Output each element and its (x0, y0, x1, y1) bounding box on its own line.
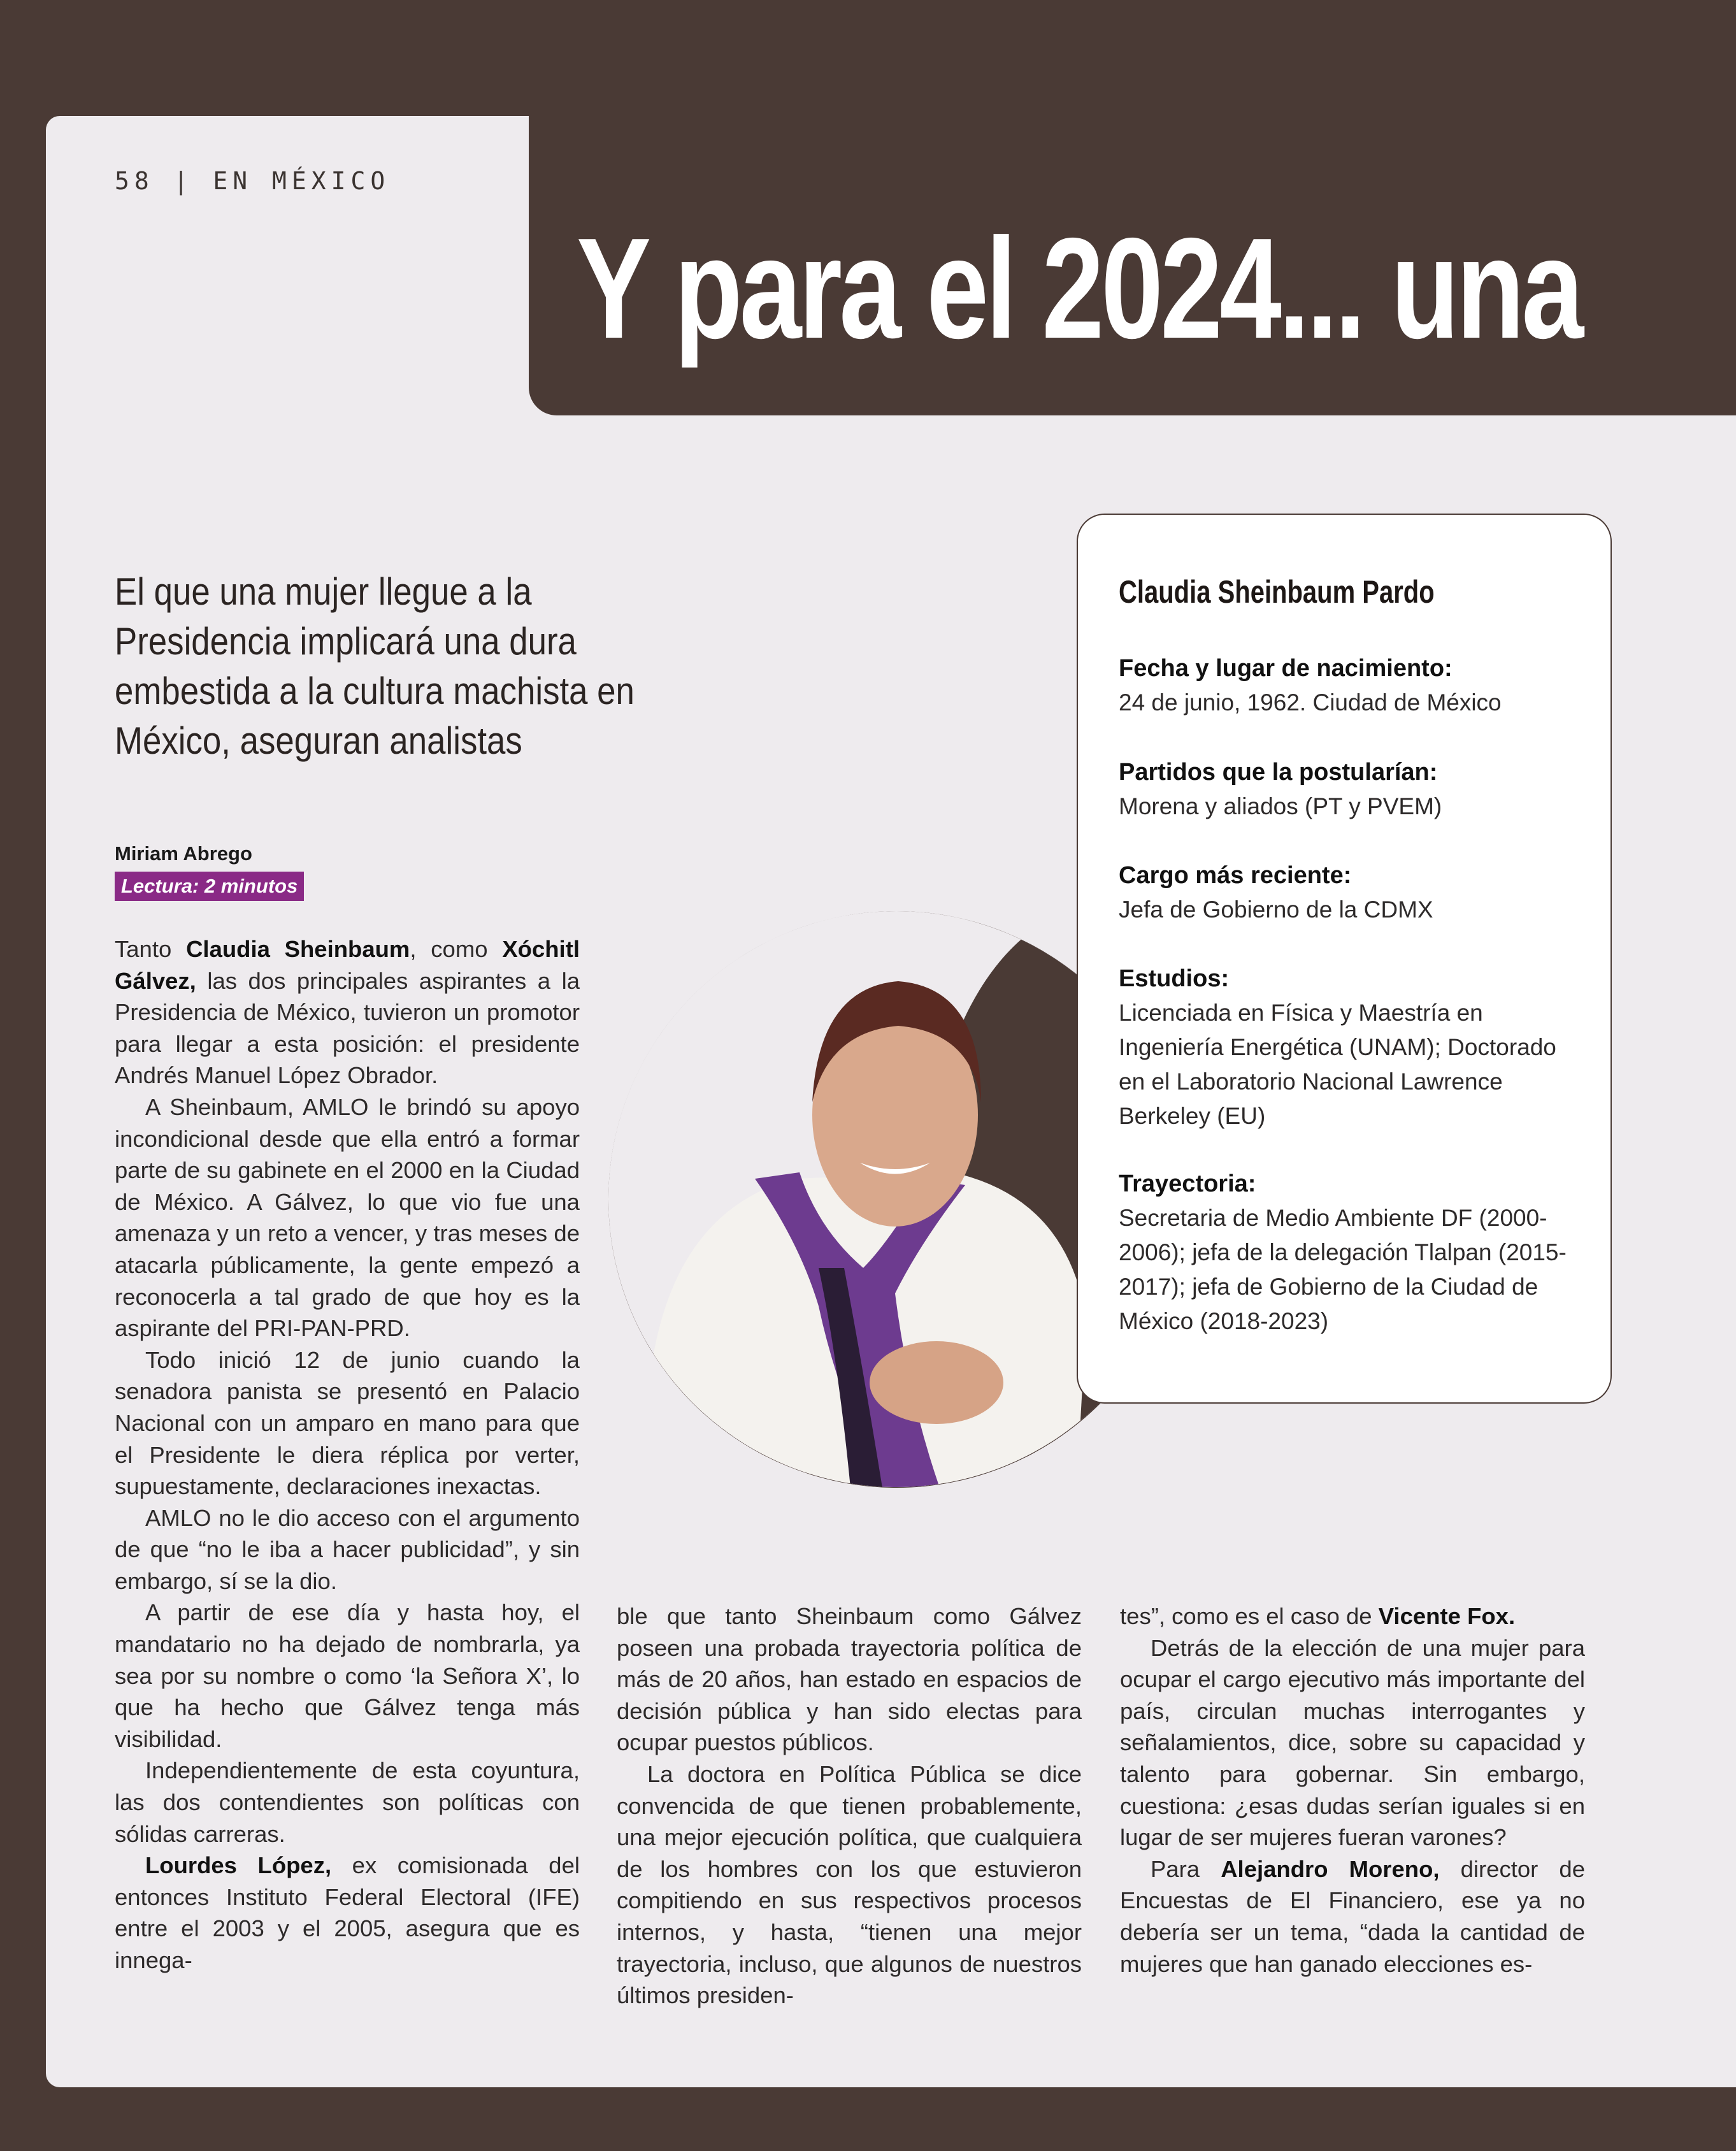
fact-birth (1119, 651, 1590, 720)
fact-studies (1119, 961, 1577, 1133)
page-folio: 58 | EN MÉXICO (115, 167, 391, 195)
profile-name: Claudia Sheinbaum Pardo (1119, 574, 1435, 610)
headline: Y para el 2024... una (577, 208, 1581, 368)
fact-value: Jefa de Gobierno de la CDMX (1119, 896, 1433, 923)
deck: El que una mujer llegue a la Presidencia implicará una dura embestida a la cultura machista en México, aseguran analistas (115, 570, 635, 762)
fact-label: Estudios: (1119, 965, 1230, 992)
fact-label: Partidos que la postularían: (1119, 759, 1438, 786)
paragraph: La doctora en Política Pública se dice convencida de que tienen probablemente, una mejor ejecución política, que cualquiera de los hombres con los que estuvieron compitiendo en sus respectivos procesos internos, y hasta, “tienen una mejor trayectoria, incluso, que algunos de nuestros últimos presiden- (617, 1760, 1082, 2009)
paragraph: A Sheinbaum, AMLO le brindó su apoyo incondicional desde que ella entró a formar parte de su gabinete en el 2000 en la Ciudad de México. A Gálvez, lo que vio fue una amenaza y un reto a vencer, y tras meses de atacarla públicamente, la gente empezó a reconocerla a tal grado de que hoy es la aspirante del PRI-PAN-PRD. (115, 1093, 580, 1342)
paragraph: Lourdes López, ex comisionada del entonces Instituto Federal Electoral (IFE) entre el 2003 y el 2005, asegura que es innega- (115, 1852, 580, 1973)
fact-recent-post (1119, 858, 1590, 927)
paragraph: Detrás de la elección de una mujer para ocupar el cargo ejecutivo más importante del país, circulan muchas interrogantes y señalamientos, dice, sobre su capacidad y talento para gobernar. Sin embargo, cuestiona: ¿esas dudas serían iguales si en lugar de ser mujeres fueran varones? (1120, 1634, 1585, 1851)
body-column-1 (115, 933, 580, 1976)
paragraph: A partir de ese día y hasta hoy, el mandatario no ha dejado de nombrarla, ya sea por su nombre o como ‘la Señora X’, lo que ha hecho que Gálvez tenga más visibilidad. (115, 1599, 580, 1752)
author-byline: Miriam Abrego (115, 842, 252, 865)
reading-time-badge: Lectura: 2 minutos (115, 872, 304, 901)
body-column-3 (1120, 1601, 1585, 1980)
paragraph: tes”, como es el caso de Vicente Fox. (1120, 1603, 1516, 1629)
body-column-2 (617, 1601, 1082, 2011)
paragraph: ble que tanto Sheinbaum como Gálvez poseen una probada trayectoria política de más de 20 años, han estado en espacios de decisión pública y han sido electas para ocupar puestos públicos. (617, 1603, 1082, 1756)
fact-career (1119, 1167, 1577, 1339)
fact-value: Morena y aliados (PT y PVEM) (1119, 793, 1442, 819)
fact-label: Fecha y lugar de nacimiento: (1119, 655, 1453, 682)
fact-value: Licenciada en Física y Maestría en Ingeniería Energética (UNAM); Doctorado en el Laboratorio Nacional Lawrence Berkeley (EU) (1119, 1000, 1556, 1129)
paragraph: Para Alejandro Moreno, director de Encuestas de El Financiero, ese ya no debería ser un tema, “dada la cantidad de mujeres que han ganado elecciones es- (1120, 1855, 1585, 1977)
paragraph: AMLO no le dio acceso con el argumento de que “no le iba a hacer publicidad”, y sin embargo, sí se la dio. (115, 1504, 580, 1594)
paragraph: Independientemente de esta coyuntura, las dos contendientes son políticas con sólidas carreras. (115, 1757, 580, 1847)
fact-value: Secretaria de Medio Ambiente DF (2000-2006); jefa de la delegación Tlalpan (2015-2017); jefa de Gobierno de la Ciudad de México (2018-2023) (1119, 1205, 1567, 1334)
fact-label: Trayectoria: (1119, 1170, 1256, 1197)
paragraph: Todo inició 12 de junio cuando la senadora panista se presentó en Palacio Nacional con un amparo en mano para que el Presidente le diera réplica por verter, supuestamente, declaraciones inexactas. (115, 1346, 580, 1500)
fact-parties (1119, 755, 1590, 824)
fact-label: Cargo más reciente: (1119, 862, 1352, 889)
fact-value: 24 de junio, 1962. Ciudad de México (1119, 689, 1502, 716)
paragraph: Tanto Claudia Sheinbaum, como Xóchitl Gálvez, las dos principales aspirantes a la Presidencia de México, tuvieron un promotor para llegar a esta posición: el presidente Andrés Manuel López Obrador. (115, 936, 580, 1089)
